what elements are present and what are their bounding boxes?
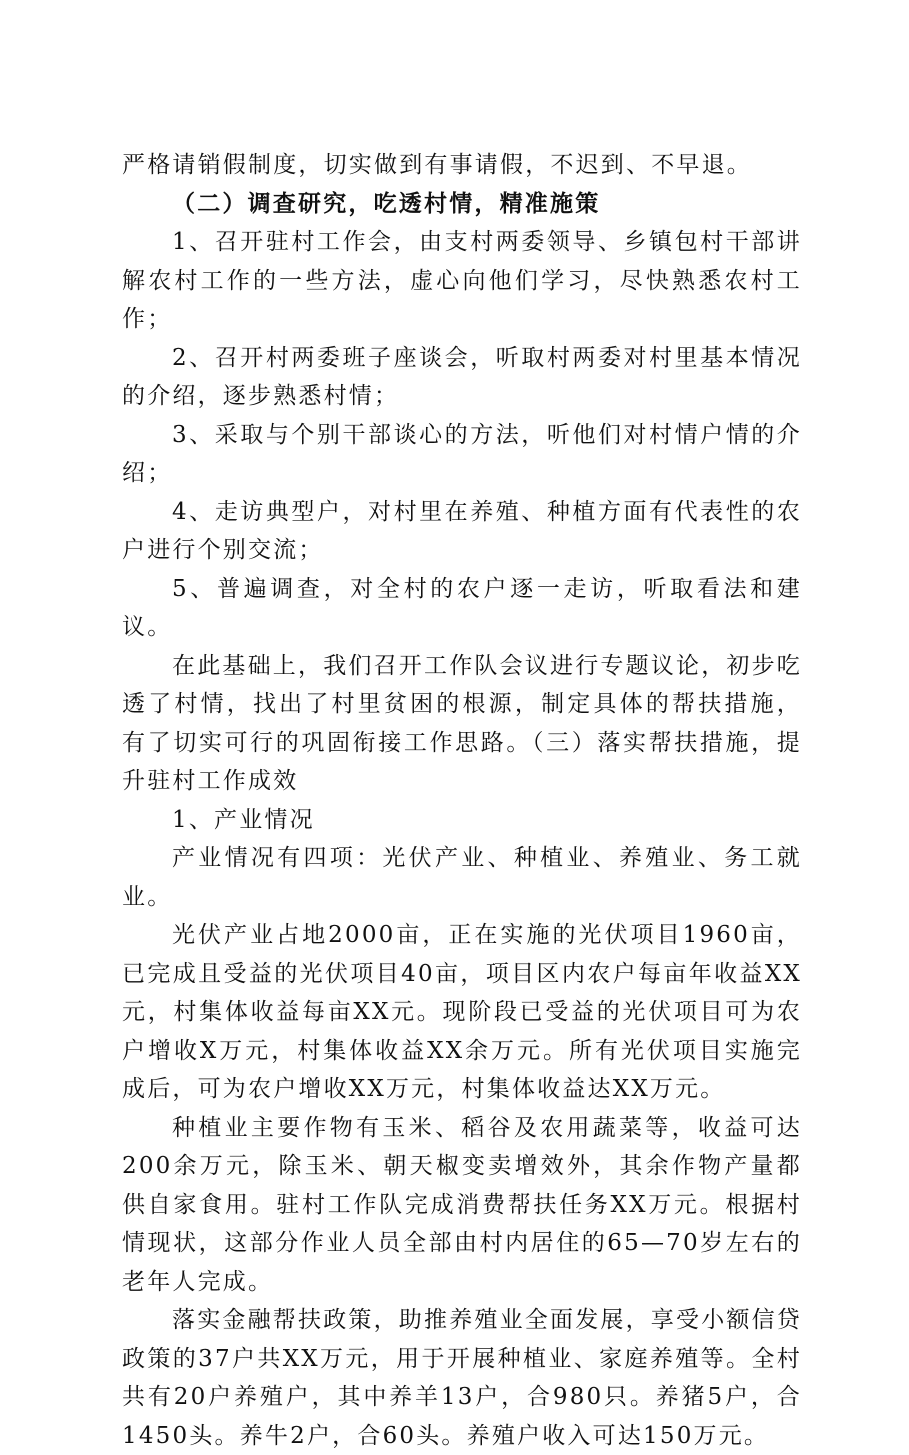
paragraph-leave-policy: 严格请销假制度，切实做到有事请假，不迟到、不早退。 (122, 152, 752, 178)
paragraph-summary-and-heading: 在此基础上，我们召开工作队会议进行专题议论，初步吃透了村情，找出了村里贫困的根源，制定具体的帮扶措施，有了切实可行的巩固衔接工作思路。（三）落实帮扶措施，提升驻村工作成效 (122, 652, 802, 794)
list-item-work-meeting: 1、召开驻村工作会，由支村两委领导、乡镇包村干部讲解农村工作的一些方法，虚心向他们学习，尽快熟悉农村工作； (122, 229, 802, 332)
list-item-committee-meeting: 2、召开村两委班子座谈会，听取村两委对村里基本情况的介绍，逐步熟悉村情； (122, 344, 802, 409)
paragraph-planting-industry: 种植业主要作物有玉米、稻谷及农用蔬菜等，收益可达200余万元，除玉米、朝天椒变卖增效外，其余作物产量都供自家食用。驻村工作队完成消费帮扶任务XX万元。根据村情现状，这部分作业人员全部由村内居住的65—70岁左右的老年人完成。 (122, 1114, 802, 1295)
list-item-cadre-talks: 3、采取与个别干部谈心的方法，听他们对村情户情的介绍； (122, 421, 802, 486)
list-item-typical-households: 4、走访典型户，对村里在养殖、种植方面有代表性的农户进行个别交流； (122, 498, 802, 563)
paragraph-financial-support: 落实金融帮扶政策，助推养殖业全面发展，享受小额信贷政策的37户共XX万元，用于开展种植业、家庭养殖等。全村共有20户养殖户，其中养羊13户，合980只。养猪5户，合1450头。养牛2户，合60头。养殖户收入可达150万元。 (122, 1307, 802, 1449)
document-body (122, 146, 802, 1455)
paragraph-industry-overview: 产业情况有四项：光伏产业、种植业、养殖业、务工就业。 (122, 845, 802, 910)
paragraph-solar-industry: 光伏产业占地2000亩，正在实施的光伏项目1960亩，已完成且受益的光伏项目40亩，项目区内农户每亩年收益XX元，村集体收益每亩XX元。现阶段已受益的光伏项目可为农户增收X万元，村集体收益XX余万元。所有光伏项目实施完成后，可为农户增收XX万元，村集体收益达XX万元。 (122, 922, 802, 1102)
list-item-general-survey: 5、普遍调查，对全村的农户逐一走访，听取看法和建议。 (122, 575, 802, 640)
section-heading-research: （二）调查研究，吃透村情，精准施策 (172, 189, 601, 217)
subheading-industry: 1、产业情况 (172, 806, 315, 833)
